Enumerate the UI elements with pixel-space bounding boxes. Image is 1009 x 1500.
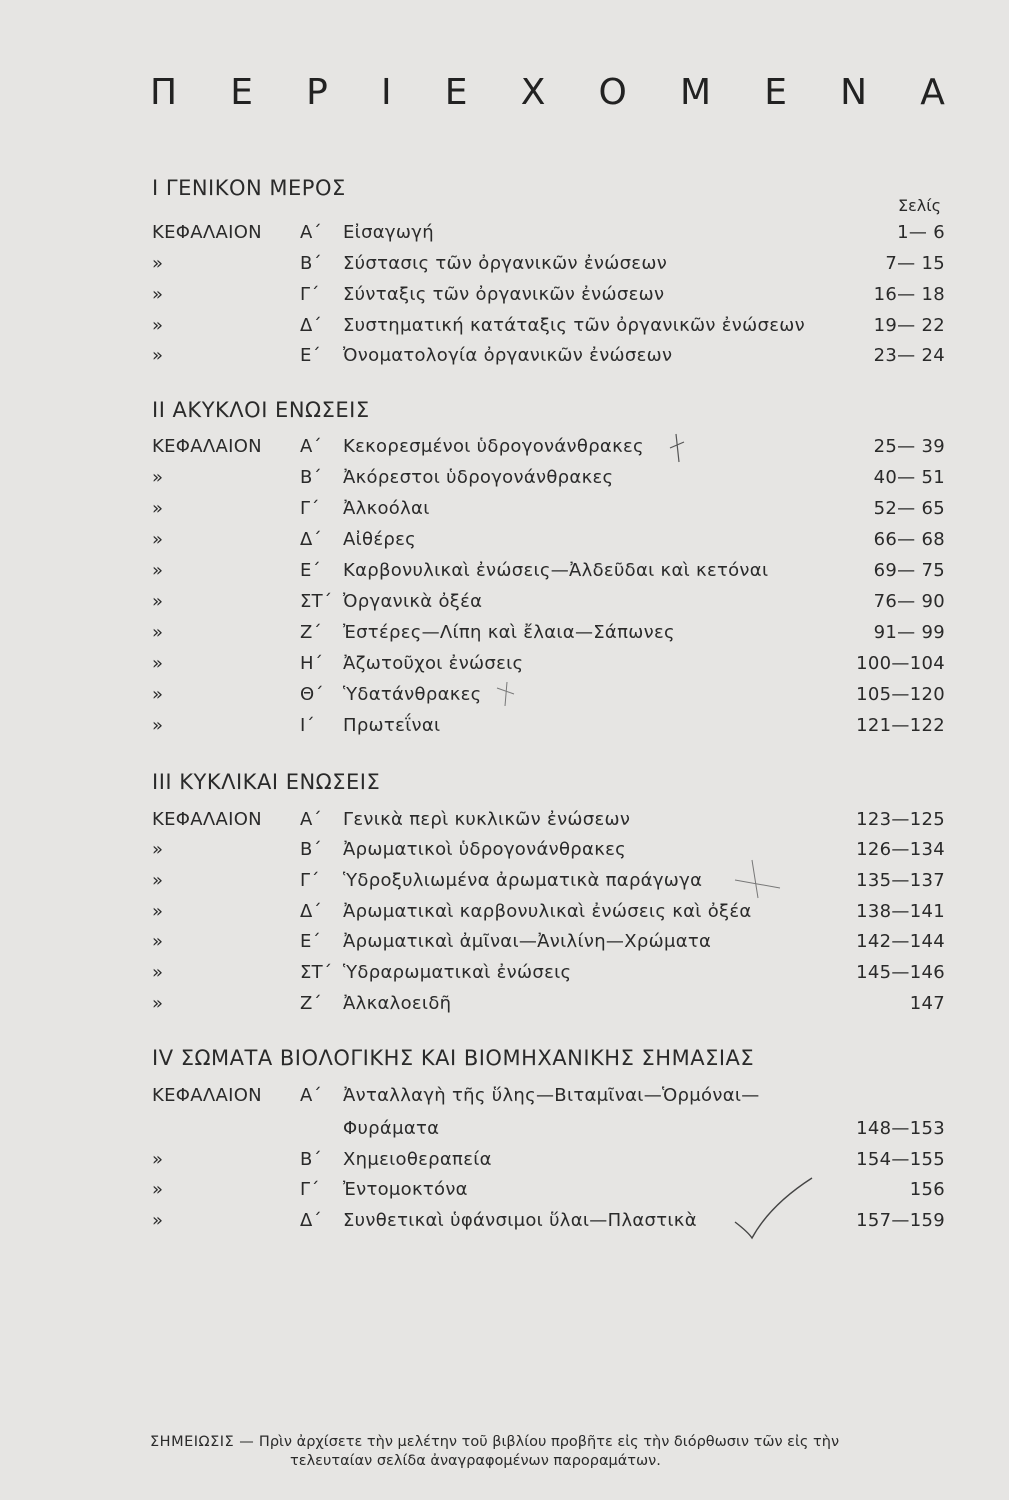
toc-row <box>0 436 1009 466</box>
toc-row <box>0 345 1009 375</box>
toc-row <box>0 870 1009 900</box>
toc-row <box>0 1149 1009 1179</box>
row-pages: 154—155 <box>856 1149 945 1170</box>
toc-row <box>0 653 1009 683</box>
row-prefix: » <box>152 839 164 860</box>
row-title: Κεκορεσμένοι ὑδρογονάνθρακες <box>343 436 644 457</box>
page-title <box>150 72 945 113</box>
row-prefix: » <box>152 560 164 581</box>
footnote-line1: Πρὶν ἀρχίσετε τὴν μελέτην τοῦ βιβλίου προβῆτε εἰς τὴν διόρθωσιν τῶν εἰς τὴν <box>258 1434 840 1450</box>
footnote-lead: ΣΗΜΕΙΩΣΙΣ — <box>150 1434 255 1450</box>
row-chapter: ΣΤ΄ <box>300 591 333 612</box>
row-title: Ἀρωματικαὶ καρβονυλικαὶ ἐνώσεις καὶ ὀξέα <box>343 901 752 922</box>
toc-row <box>0 622 1009 652</box>
row-prefix: » <box>152 870 164 891</box>
row-title: Εἰσαγωγή <box>343 222 434 243</box>
row-title: Ἀζωτοῦχοι ἐνώσεις <box>343 653 524 674</box>
title-letter: Μ <box>680 72 712 113</box>
row-chapter: Δ΄ <box>300 529 322 550</box>
row-pages: 135—137 <box>856 870 945 891</box>
row-pages: 148—153 <box>856 1118 945 1139</box>
row-pages: 156 <box>909 1179 945 1200</box>
row-chapter: Α΄ <box>300 1085 322 1106</box>
row-pages: 138—141 <box>856 901 945 922</box>
row-pages: 76— 90 <box>873 591 945 612</box>
row-chapter: Θ΄ <box>300 684 324 705</box>
row-chapter: Δ΄ <box>300 901 322 922</box>
row-title: Ἐντομοκτόνα <box>343 1179 468 1200</box>
row-title: Σύνταξις τῶν ὀργανικῶν ἐνώσεων <box>343 284 665 305</box>
row-pages: 157—159 <box>856 1210 945 1231</box>
row-title: Ἀκόρεστοι ὑδρογονάνθρακες <box>343 467 614 488</box>
row-chapter: Ε΄ <box>300 931 321 952</box>
footnote-line2: τελευταίαν σελίδα ἀναγραφομένων παροραμάτων. <box>290 1453 661 1469</box>
toc-row <box>0 931 1009 961</box>
row-prefix: ΚΕΦΑΛΑΙΟΝ <box>152 222 262 243</box>
row-pages: 105—120 <box>856 684 945 705</box>
row-title: Ἀλκαλοειδῆ <box>343 993 452 1014</box>
row-title: Ἀλκοόλαι <box>343 498 430 519</box>
toc-row <box>0 684 1009 714</box>
row-title: Χημειοθεραπεία <box>343 1149 492 1170</box>
row-chapter: Ζ΄ <box>300 622 322 643</box>
row-prefix: » <box>152 622 164 643</box>
row-prefix: » <box>152 962 164 983</box>
row-chapter: Β΄ <box>300 1149 322 1170</box>
toc-row <box>0 1179 1009 1209</box>
row-chapter: Β΄ <box>300 839 322 860</box>
row-pages: 25— 39 <box>873 436 945 457</box>
row-chapter: Δ΄ <box>300 1210 322 1231</box>
row-prefix: » <box>152 1149 164 1170</box>
toc-row <box>0 901 1009 931</box>
row-prefix: ΚΕΦΑΛΑΙΟΝ <box>152 1085 262 1106</box>
row-prefix: » <box>152 253 164 274</box>
title-letter: Ε <box>764 72 787 113</box>
title-letter: Ε <box>444 72 468 113</box>
row-title: Ὑδατάνθρακες <box>343 684 482 705</box>
title-letter: Ι <box>381 72 392 113</box>
row-pages: 121—122 <box>856 715 945 736</box>
toc-row <box>0 1085 1009 1115</box>
row-prefix: » <box>152 345 164 366</box>
toc-row <box>0 315 1009 345</box>
row-prefix: » <box>152 529 164 550</box>
toc-row <box>0 839 1009 869</box>
footnote <box>150 1433 950 1471</box>
row-title: Ὀργανικὰ ὀξέα <box>343 591 483 612</box>
row-prefix: ΚΕΦΑΛΑΙΟΝ <box>152 436 262 457</box>
row-title: Πρωτεΐναι <box>343 715 441 736</box>
row-prefix: » <box>152 467 164 488</box>
row-chapter: Γ΄ <box>300 1179 320 1200</box>
toc-row <box>0 993 1009 1023</box>
toc-row <box>0 1210 1009 1240</box>
row-pages: 66— 68 <box>873 529 945 550</box>
row-prefix: » <box>152 993 164 1014</box>
row-pages: 23— 24 <box>873 345 945 366</box>
row-title: Ἀρωματικοὶ ὑδρογονάνθρακες <box>343 839 627 860</box>
toc-row <box>0 529 1009 559</box>
toc-row <box>0 591 1009 621</box>
row-title: Αἰθέρες <box>343 529 416 550</box>
title-letter: Ν <box>840 72 868 113</box>
title-letter: Α <box>920 72 945 113</box>
row-chapter: Β΄ <box>300 253 322 274</box>
page-column-label: Σελίς <box>898 196 942 215</box>
title-letter: Ο <box>598 72 627 113</box>
row-prefix: » <box>152 715 164 736</box>
row-chapter: Γ΄ <box>300 870 320 891</box>
row-title: Ἀρωματικαὶ ἀμῖναι—Ἀνιλίνη—Χρώματα <box>343 931 712 952</box>
row-prefix: » <box>152 1210 164 1231</box>
row-pages: 126—134 <box>856 839 945 860</box>
toc-row <box>0 1118 1009 1148</box>
row-chapter: Α΄ <box>300 809 322 830</box>
title-letter: Χ <box>520 72 546 113</box>
row-pages: 69— 75 <box>873 560 945 581</box>
row-pages: 123—125 <box>856 809 945 830</box>
row-chapter: Ζ΄ <box>300 993 322 1014</box>
row-pages: 142—144 <box>856 931 945 952</box>
row-title: Σύστασις τῶν ὀργανικῶν ἐνώσεων <box>343 253 668 274</box>
row-prefix: » <box>152 1179 164 1200</box>
section-heading: II ΑΚΥΚΛΟΙ ΕΝΩΣΕΙΣ <box>152 398 370 422</box>
title-letter: Π <box>150 72 178 113</box>
row-pages: 145—146 <box>856 962 945 983</box>
toc-row <box>0 962 1009 992</box>
row-title: Ὀνοματολογία ὀργανικῶν ἐνώσεων <box>343 345 673 366</box>
row-prefix: » <box>152 684 164 705</box>
row-chapter: Α΄ <box>300 436 322 457</box>
row-title: Γενικὰ περὶ κυκλικῶν ἐνώσεων <box>343 809 631 830</box>
title-letter: Ρ <box>306 72 328 113</box>
row-prefix: » <box>152 315 164 336</box>
row-prefix: » <box>152 591 164 612</box>
toc-row <box>0 467 1009 497</box>
row-prefix: » <box>152 284 164 305</box>
row-title: Συνθετικαὶ ὑφάνσιμοι ὕλαι—Πλαστικὰ <box>343 1210 697 1231</box>
row-chapter: Γ΄ <box>300 498 320 519</box>
row-chapter: Γ΄ <box>300 284 320 305</box>
toc-row <box>0 560 1009 590</box>
section-heading: I ΓΕΝΙΚΟΝ ΜΕΡΟΣ <box>152 176 346 200</box>
title-letter: Ε <box>230 72 253 113</box>
row-pages: 19— 22 <box>873 315 945 336</box>
toc-row <box>0 715 1009 745</box>
row-pages: 16— 18 <box>873 284 945 305</box>
row-prefix: » <box>152 498 164 519</box>
row-chapter: ΣΤ΄ <box>300 962 333 983</box>
row-pages: 147 <box>909 993 945 1014</box>
toc-row <box>0 498 1009 528</box>
row-pages: 1— 6 <box>897 222 945 243</box>
row-chapter: Ι΄ <box>300 715 315 736</box>
row-title: Συστηματική κατάταξις τῶν ὀργανικῶν ἐνώσεων <box>343 315 805 336</box>
row-pages: 91— 99 <box>873 622 945 643</box>
row-title: Φυράματα <box>343 1118 440 1139</box>
row-title: Ἐστέρες—Λίπη καὶ ἔλαια—Σάπωνες <box>343 622 675 643</box>
row-prefix: » <box>152 653 164 674</box>
row-chapter: Η΄ <box>300 653 324 674</box>
row-prefix: » <box>152 931 164 952</box>
row-prefix: ΚΕΦΑΛΑΙΟΝ <box>152 809 262 830</box>
row-chapter: Ε΄ <box>300 345 321 366</box>
row-chapter: Β΄ <box>300 467 322 488</box>
row-pages: 100—104 <box>856 653 945 674</box>
section-heading: IV ΣΩΜΑΤΑ ΒΙΟΛΟΓΙΚΗΣ ΚΑΙ ΒΙΟΜΗΧΑΝΙΚΗΣ ΣΗΜΑΣΙΑΣ <box>152 1046 755 1070</box>
row-title: Ἀνταλλαγὴ τῆς ὕλης—Βιταμῖναι—Ὁρμόναι— <box>343 1085 760 1106</box>
row-pages: 52— 65 <box>873 498 945 519</box>
row-chapter: Δ΄ <box>300 315 322 336</box>
toc-row <box>0 809 1009 839</box>
row-chapter: Ε΄ <box>300 560 321 581</box>
section-heading: III ΚΥΚΛΙΚΑΙ ΕΝΩΣΕΙΣ <box>152 770 381 794</box>
row-prefix: » <box>152 901 164 922</box>
row-chapter: Α΄ <box>300 222 322 243</box>
row-title: Καρβονυλικαὶ ἐνώσεις—Ἀλδεῦδαι καὶ κετόναι <box>343 560 769 581</box>
toc-row <box>0 253 1009 283</box>
row-title: Ὑδροξυλιωμένα ἀρωματικὰ παράγωγα <box>343 870 703 891</box>
row-title: Ὑδραρωματικαὶ ἐνώσεις <box>343 962 572 983</box>
row-pages: 7— 15 <box>885 253 945 274</box>
toc-row <box>0 222 1009 252</box>
toc-row <box>0 284 1009 314</box>
row-pages: 40— 51 <box>873 467 945 488</box>
